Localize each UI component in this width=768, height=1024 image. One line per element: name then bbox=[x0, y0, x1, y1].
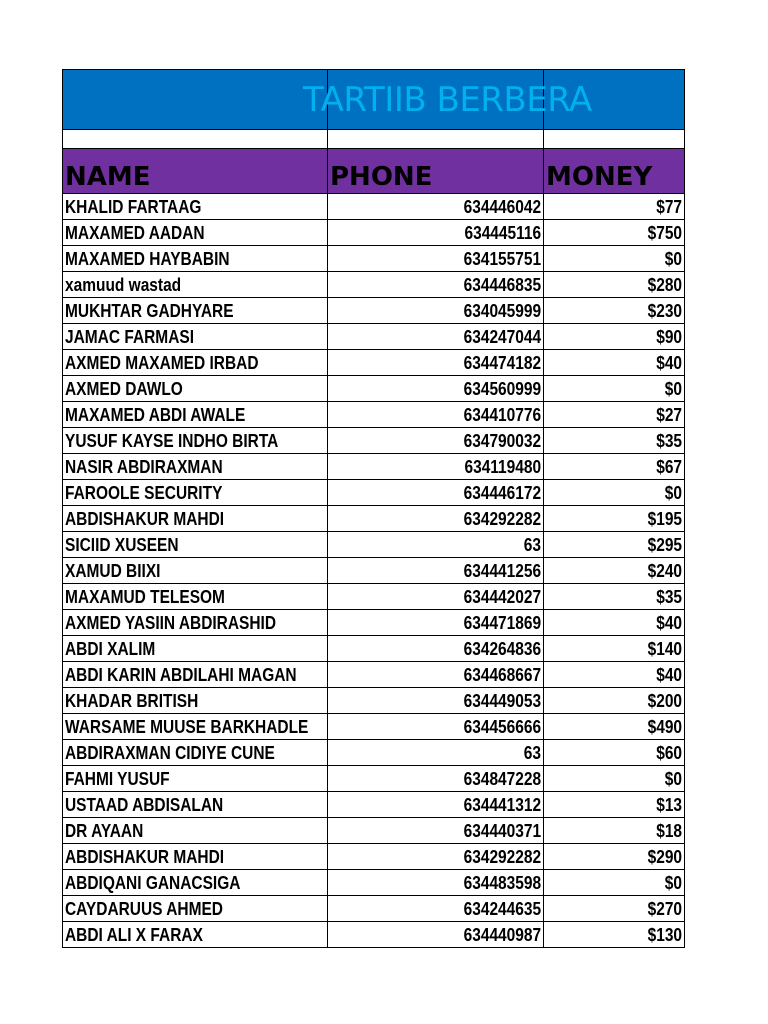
money-value: $750 bbox=[647, 222, 682, 243]
name-value: ABDIRAXMAN CIDIYE CUNE bbox=[65, 742, 275, 763]
cell-money[interactable] bbox=[544, 896, 685, 922]
name-value: ABDISHAKUR MAHDI bbox=[65, 508, 225, 529]
name-value: WARSAME MUUSE BARKHADLE bbox=[65, 716, 309, 737]
cell-money[interactable] bbox=[544, 480, 685, 506]
name-value: ABDI KARIN ABDILAHI MAGAN bbox=[65, 664, 297, 685]
phone-value: 634440371 bbox=[463, 820, 541, 841]
spacer-cell bbox=[328, 130, 544, 149]
phone-value: 634292282 bbox=[463, 846, 541, 867]
cell-phone[interactable] bbox=[328, 844, 544, 870]
contacts-table bbox=[62, 69, 685, 948]
cell-name[interactable] bbox=[63, 402, 328, 428]
phone-value: 634119480 bbox=[464, 456, 541, 477]
cell-name[interactable] bbox=[63, 480, 328, 506]
table-row bbox=[63, 272, 685, 298]
phone-value: 634445116 bbox=[464, 222, 541, 243]
cell-name[interactable] bbox=[63, 194, 328, 220]
cell-phone[interactable] bbox=[328, 584, 544, 610]
cell-name[interactable] bbox=[63, 740, 328, 766]
name-value: XAMUD BIIXI bbox=[65, 560, 161, 581]
phone-value: 634483598 bbox=[463, 872, 541, 893]
table-row bbox=[63, 532, 685, 558]
phone-value: 634471869 bbox=[463, 612, 541, 633]
name-value: MUKHTAR GADHYARE bbox=[65, 300, 234, 321]
money-value: $35 bbox=[656, 430, 682, 451]
table-row bbox=[63, 662, 685, 688]
cell-phone[interactable] bbox=[328, 220, 544, 246]
cell-money[interactable] bbox=[544, 714, 685, 740]
cell-phone[interactable] bbox=[328, 272, 544, 298]
phone-value: 634790032 bbox=[463, 430, 541, 451]
name-value: AXMED YASIIN ABDIRASHID bbox=[65, 612, 277, 633]
cell-phone[interactable] bbox=[328, 558, 544, 584]
money-value: $27 bbox=[656, 404, 682, 425]
phone-value: 634441256 bbox=[463, 560, 541, 581]
phone-value: 634155751 bbox=[463, 248, 541, 269]
cell-money[interactable] bbox=[544, 428, 685, 454]
money-value: $0 bbox=[664, 872, 682, 893]
name-value: MAXAMED AADAN bbox=[65, 222, 205, 243]
cell-phone[interactable] bbox=[328, 896, 544, 922]
phone-value: 634468667 bbox=[463, 664, 541, 685]
cell-phone[interactable] bbox=[328, 324, 544, 350]
table-row bbox=[63, 714, 685, 740]
money-value: $130 bbox=[647, 924, 682, 945]
money-value: $0 bbox=[664, 248, 682, 269]
table-row bbox=[63, 636, 685, 662]
name-value: KHADAR BRITISH bbox=[65, 690, 199, 711]
name-value: KHALID FARTAAG bbox=[65, 196, 202, 217]
cell-phone[interactable] bbox=[328, 194, 544, 220]
cell-money[interactable] bbox=[544, 532, 685, 558]
table-row bbox=[63, 428, 685, 454]
cell-name[interactable] bbox=[63, 870, 328, 896]
cell-money[interactable] bbox=[544, 246, 685, 272]
cell-name[interactable] bbox=[63, 766, 328, 792]
table-row bbox=[63, 246, 685, 272]
phone-value: 634410776 bbox=[463, 404, 541, 425]
name-value: FAROOLE SECURITY bbox=[65, 482, 223, 503]
money-value: $0 bbox=[664, 482, 682, 503]
cell-phone[interactable] bbox=[328, 428, 544, 454]
cell-phone[interactable] bbox=[328, 480, 544, 506]
cell-name[interactable] bbox=[63, 558, 328, 584]
table-row bbox=[63, 558, 685, 584]
cell-phone[interactable] bbox=[328, 870, 544, 896]
table-row bbox=[63, 766, 685, 792]
cell-money[interactable] bbox=[544, 584, 685, 610]
phone-value: 634264836 bbox=[463, 638, 541, 659]
cell-name[interactable] bbox=[63, 714, 328, 740]
money-value: $200 bbox=[647, 690, 682, 711]
cell-name[interactable] bbox=[63, 428, 328, 454]
table-row bbox=[63, 454, 685, 480]
cell-phone[interactable] bbox=[328, 376, 544, 402]
table-row bbox=[63, 480, 685, 506]
title-row bbox=[63, 70, 685, 130]
table-row bbox=[63, 688, 685, 714]
cell-money[interactable] bbox=[544, 454, 685, 480]
cell-name[interactable] bbox=[63, 272, 328, 298]
cell-phone[interactable] bbox=[328, 688, 544, 714]
cell-name[interactable] bbox=[63, 350, 328, 376]
cell-money[interactable] bbox=[544, 350, 685, 376]
title-cell-name bbox=[63, 70, 592, 130]
cell-name[interactable] bbox=[63, 792, 328, 818]
cell-phone[interactable] bbox=[328, 636, 544, 662]
cell-money[interactable] bbox=[544, 298, 685, 324]
cell-name[interactable] bbox=[63, 376, 328, 402]
table-row bbox=[63, 792, 685, 818]
cell-phone[interactable] bbox=[328, 402, 544, 428]
name-value: AXMED DAWLO bbox=[65, 378, 183, 399]
cell-money[interactable] bbox=[544, 402, 685, 428]
money-value: $270 bbox=[647, 898, 682, 919]
money-value: $140 bbox=[647, 638, 682, 659]
table-row bbox=[63, 506, 685, 532]
name-value: AXMED MAXAMED IRBAD bbox=[65, 352, 259, 373]
cell-money[interactable] bbox=[544, 688, 685, 714]
cell-name[interactable] bbox=[63, 220, 328, 246]
table-row bbox=[63, 870, 685, 896]
cell-money[interactable] bbox=[544, 662, 685, 688]
table-row bbox=[63, 220, 685, 246]
cell-phone[interactable] bbox=[328, 610, 544, 636]
table-row bbox=[63, 298, 685, 324]
phone-value: 634446172 bbox=[463, 482, 541, 503]
phone-value: 63 bbox=[523, 742, 541, 763]
cell-money[interactable] bbox=[544, 194, 685, 220]
cell-money[interactable] bbox=[544, 922, 685, 948]
name-value: YUSUF KAYSE INDHO BIRTA bbox=[65, 430, 279, 451]
cell-money[interactable] bbox=[544, 870, 685, 896]
table-row bbox=[63, 324, 685, 350]
money-value: $40 bbox=[656, 612, 682, 633]
cell-money[interactable] bbox=[544, 506, 685, 532]
table-row bbox=[63, 376, 685, 402]
money-value: $0 bbox=[664, 768, 682, 789]
header-phone: PHONE bbox=[328, 149, 544, 194]
cell-name[interactable] bbox=[63, 818, 328, 844]
phone-value: 634560999 bbox=[463, 378, 541, 399]
cell-phone[interactable] bbox=[328, 662, 544, 688]
phone-value: 634045999 bbox=[463, 300, 541, 321]
cell-name[interactable] bbox=[63, 610, 328, 636]
phone-value: 634440987 bbox=[463, 924, 541, 945]
phone-value: 634456666 bbox=[463, 716, 541, 737]
money-value: $77 bbox=[656, 196, 682, 217]
header-row bbox=[63, 149, 685, 194]
table-row bbox=[63, 584, 685, 610]
name-value: ABDIQANI GANACSIGA bbox=[65, 872, 241, 893]
table-row bbox=[63, 194, 685, 220]
name-value: ABDI ALI X FARAX bbox=[65, 924, 203, 945]
spacer-row bbox=[63, 130, 685, 149]
table-row bbox=[63, 402, 685, 428]
cell-money[interactable] bbox=[544, 272, 685, 298]
phone-value: 63 bbox=[523, 534, 541, 555]
cell-money[interactable] bbox=[544, 740, 685, 766]
phone-value: 634292282 bbox=[463, 508, 541, 529]
header-money: MONEY bbox=[544, 149, 685, 194]
name-value: SICIID XUSEEN bbox=[65, 534, 179, 555]
name-value: xamuud wastad bbox=[65, 274, 182, 295]
cell-name[interactable] bbox=[63, 298, 328, 324]
cell-money[interactable] bbox=[544, 636, 685, 662]
cell-money[interactable] bbox=[544, 324, 685, 350]
name-value: ABDISHAKUR MAHDI bbox=[65, 846, 225, 867]
table-row bbox=[63, 896, 685, 922]
phone-value: 634244635 bbox=[463, 898, 541, 919]
table-row bbox=[63, 350, 685, 376]
name-value: ABDI XALIM bbox=[65, 638, 156, 659]
name-value: USTAAD ABDISALAN bbox=[65, 794, 224, 815]
money-value: $60 bbox=[656, 742, 682, 763]
header-name: NAME bbox=[63, 149, 328, 194]
table-row bbox=[63, 818, 685, 844]
cell-name[interactable] bbox=[63, 922, 328, 948]
phone-value: 634442027 bbox=[463, 586, 541, 607]
name-value: FAHMI YUSUF bbox=[65, 768, 170, 789]
cell-money[interactable] bbox=[544, 610, 685, 636]
cell-name[interactable] bbox=[63, 636, 328, 662]
table-row bbox=[63, 922, 685, 948]
phone-value: 634449053 bbox=[463, 690, 541, 711]
cell-name[interactable] bbox=[63, 584, 328, 610]
table-row bbox=[63, 740, 685, 766]
sheet-title: TARTIIB BERBERA bbox=[303, 80, 592, 120]
cell-money[interactable] bbox=[544, 376, 685, 402]
phone-value: 634847228 bbox=[463, 768, 541, 789]
cell-money[interactable] bbox=[544, 818, 685, 844]
money-value: $40 bbox=[656, 352, 682, 373]
cell-name[interactable] bbox=[63, 246, 328, 272]
name-value: NASIR ABDIRAXMAN bbox=[65, 456, 223, 477]
cell-name[interactable] bbox=[63, 688, 328, 714]
cell-money[interactable] bbox=[544, 766, 685, 792]
cell-phone[interactable] bbox=[328, 740, 544, 766]
cell-money[interactable] bbox=[544, 220, 685, 246]
name-value: MAXAMUD TELESOM bbox=[65, 586, 225, 607]
table-row bbox=[63, 844, 685, 870]
cell-phone[interactable] bbox=[328, 714, 544, 740]
cell-name[interactable] bbox=[63, 532, 328, 558]
name-value: MAXAMED HAYBABIN bbox=[65, 248, 230, 269]
phone-value: 634446042 bbox=[463, 196, 541, 217]
cell-phone[interactable] bbox=[328, 766, 544, 792]
cell-phone[interactable] bbox=[328, 532, 544, 558]
spacer-cell bbox=[63, 130, 328, 149]
name-value: JAMAC FARMASI bbox=[65, 326, 195, 347]
cell-phone[interactable] bbox=[328, 792, 544, 818]
cell-phone[interactable] bbox=[328, 818, 544, 844]
money-value: $13 bbox=[656, 794, 682, 815]
money-value: $18 bbox=[656, 820, 682, 841]
money-value: $490 bbox=[647, 716, 682, 737]
money-value: $67 bbox=[656, 456, 682, 477]
cell-money[interactable] bbox=[544, 558, 685, 584]
phone-value: 634474182 bbox=[463, 352, 541, 373]
spacer-cell bbox=[544, 130, 685, 149]
phone-value: 634446835 bbox=[463, 274, 541, 295]
phone-value: 634441312 bbox=[463, 794, 541, 815]
money-value: $195 bbox=[647, 508, 682, 529]
money-value: $90 bbox=[656, 326, 682, 347]
cell-name[interactable] bbox=[63, 454, 328, 480]
money-value: $280 bbox=[647, 274, 682, 295]
money-value: $35 bbox=[656, 586, 682, 607]
cell-phone[interactable] bbox=[328, 246, 544, 272]
name-value: MAXAMED ABDI AWALE bbox=[65, 404, 246, 425]
cell-phone[interactable] bbox=[328, 350, 544, 376]
cell-name[interactable] bbox=[63, 324, 328, 350]
cell-money[interactable] bbox=[544, 844, 685, 870]
cell-name[interactable] bbox=[63, 896, 328, 922]
cell-name[interactable] bbox=[63, 662, 328, 688]
cell-name[interactable] bbox=[63, 506, 328, 532]
money-value: $0 bbox=[664, 378, 682, 399]
money-value: $295 bbox=[647, 534, 682, 555]
money-value: $230 bbox=[647, 300, 682, 321]
phone-value: 634247044 bbox=[463, 326, 541, 347]
money-value: $240 bbox=[647, 560, 682, 581]
cell-phone[interactable] bbox=[328, 298, 544, 324]
table-row bbox=[63, 610, 685, 636]
cell-phone[interactable] bbox=[328, 506, 544, 532]
money-value: $290 bbox=[647, 846, 682, 867]
money-value: $40 bbox=[656, 664, 682, 685]
cell-phone[interactable] bbox=[328, 454, 544, 480]
cell-money[interactable] bbox=[544, 792, 685, 818]
cell-name[interactable] bbox=[63, 844, 328, 870]
name-value: DR AYAAN bbox=[65, 820, 144, 841]
cell-phone[interactable] bbox=[328, 922, 544, 948]
name-value: CAYDARUUS AHMED bbox=[65, 898, 223, 919]
